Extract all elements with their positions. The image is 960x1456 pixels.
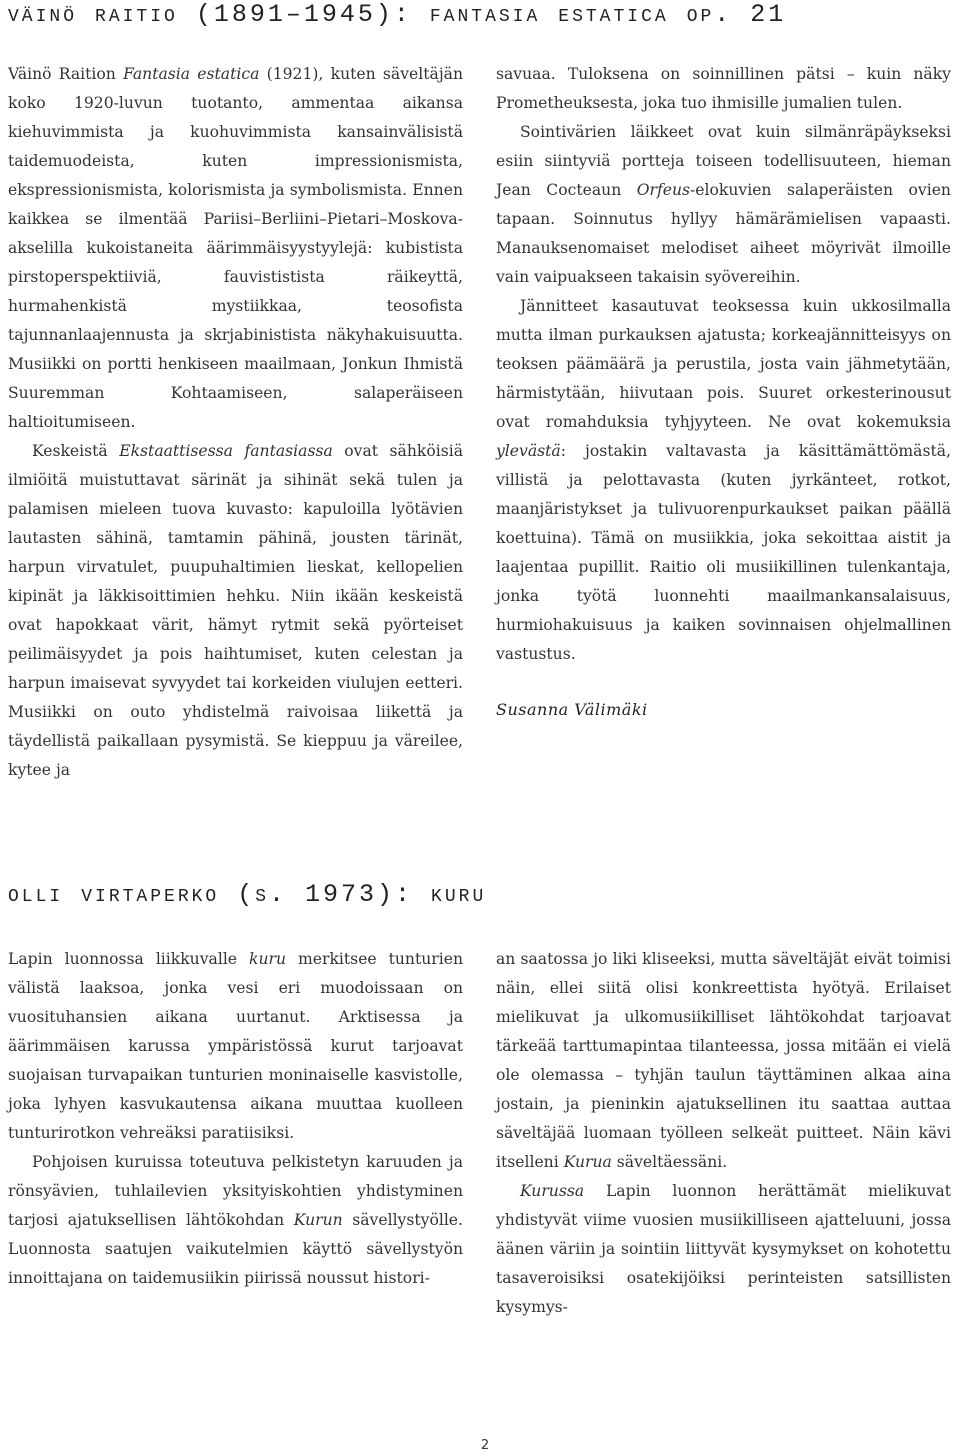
- body-paragraph: Keskeistä Ekstaattisessa fantasiassa ovat sähköisiä ilmiöitä muistuttavat särinät ja sihinät sekä tulen ja palamisen mieleen tuova kuvasto: kapuloilla lyötävien lautasten sähinä, tamtamin pähinä, jousten tärinät, harpun virvatulet, puupuhaltimien lieskat, kellopelien kipinät ja läkkisoittimien hehku. Niin ikään keskeistä ovat hapokkaat värit, hämyt rytmit sekä pyörteiset peilimäisyydet ja pois haihtumiset, kuten celestan ja harpun imaisevat syvyydet tai korkeiden viulujen eetteri. Musiikki on outo yhdistelmä raivoisaa liikettä ja täydellistä paikallaan pysymistä. Se kieppuu ja väreilee, kytee ja: [8, 442, 463, 779]
- section-heading-raitio: väinö raitio (1891–1945): fantasia estatica op. 21: [8, 0, 787, 29]
- body-paragraph: savuaa. Tuloksena on soinnillinen pätsi – kuin näky Prometheuksesta, joka tuo ihmisille jumalien tulen.: [496, 65, 951, 112]
- body-paragraph: Väinö Raition Fantasia estatica (1921), kuten säveltäjän koko 1920-luvun tuotanto, ammentaa aikansa kiehuvimmista ja kuohuvimmista kansainvälisistä taidemuodeista, kuten impressionismista, ekspressionismista, kolorismista ja symbolismista. Ennen kaikkea se ilmentää Pariisi–Berliini–Pietari–Moskova-akselilla kukoistaneita äärimmäisyystyylejä: kubistista pirstoperspektiiviä, fauvististista räikeyttä, hurmahenkistä mystiikkaa, teosofista tajunnanlaajennusta ja skrjabinistista näkyhakuisuutta. Musiikki on portti henkiseen maailmaan, Jonkun Ihmistä Suuremman Kohtaamiseen, salaperäiseen haltioitumiseen.: [8, 65, 463, 431]
- article-column-raitio-left: [8, 60, 463, 785]
- body-paragraph: Sointivärien läikkeet ovat kuin silmänräpäykseksi esiin siintyviä portteja toiseen todellisuuteen, hieman Jean Cocteaun Orfeus-elokuvien salaperäisten ovien tapaan. Soinnutus hyllyy hämärämielisen vapaasti. Manauksenomaiset melodiset aiheet möyrivät ilmoille vain vaipuakseen takaisin syövereihin.: [496, 123, 951, 286]
- page-number: 2: [480, 1438, 490, 1453]
- author-signature: Susanna Välimäki: [496, 700, 648, 719]
- italic-title: ylevästä: [496, 442, 561, 460]
- italic-title: Fantasia estatica: [123, 65, 260, 83]
- italic-title: Orfeus: [636, 181, 691, 199]
- article-column-virtaperko-right: [496, 945, 951, 1322]
- body-paragraph: Lapin luonnossa liikkuvalle kuru merkitsee tunturien välistä laaksoa, jonka vesi eri muodoissaan on vuosituhansien aikana uurtanut. Arktisessa ja äärimmäisen karussa ympäristössä kurut tarjoavat suojaisan turvapaikan tunturien moninaiselle kasvistolle, joka lyhyen kasvukautensa aikana muuttaa kuolleen tunturirotkon vehreäksi paratiisiksi.: [8, 950, 464, 1142]
- body-paragraph: an saatossa jo liki kliseeksi, mutta säveltäjät eivät toimisi näin, ellei siitä olisi konkreettista hyötyä. Erilaiset mielikuvat ja ulkomusiikilliset lähtökohdat tarjoavat tärkeää tarttumapintaa tilanteessa, jossa mitään ei vielä ole olemassa – tyhjän taulun täyttäminen alkaa aina jostain, ja pieninkin ajatuksellinen itu saattaa auttaa säveltäjää luomaan työlleen selkeät puitteet. Näin kävi itselleni Kurua säveltäessäni.: [496, 950, 951, 1171]
- article-column-virtaperko-left: [8, 945, 463, 1293]
- article-column-raitio-right: [496, 60, 951, 724]
- body-paragraph: Pohjoisen kuruissa toteutuva pelkistetyn karuuden ja rönsyävien, tuhlailevien yksityiskohtien yhdistyminen tarjosi ajatuksellisen lähtökohdan Kurun sävellystyölle. Luonnosta saatujen vaikutelmien käyttö sävellystyön innoittajana on taidemusiikin piirissä noussut histori-: [8, 1153, 463, 1287]
- italic-title: Kurussa: [520, 1182, 585, 1200]
- italic-title: Kurun: [293, 1211, 343, 1229]
- italic-title: kuru: [249, 950, 287, 968]
- italic-title: Ekstaattisessa fantasiassa: [119, 442, 333, 460]
- body-paragraph: Kurussa Lapin luonnon herättämät mielikuvat yhdistyvät viime vuosien musiikilliseen ajatteluuni, jossa äänen väriin ja sointiin liittyvät kysymykset on kohotettu tasaveroisiksi osatekijöiksi perinteisten satsillisten kysymys-: [496, 1182, 951, 1316]
- body-paragraph: Jännitteet kasautuvat teoksessa kuin ukkosilmalla mutta ilman purkauksen ajatusta; korkeajännitteisyys on teoksen päämäärä ja perustila, josta vain jähmetytään, härmistytään, hiivutaan pois. Suuret orkesterinousut ovat romahduksia tyhjyyteen. Ne ovat kokemuksia ylevästä: jostakin valtavasta ja käsittämättömästä, villistä ja pelottavasta (kuten jyrkänteet, rotkot, maanjäristykset ja tulivuorenpurkaukset paikan päällä koettuina). Tämä on musiikkia, joka sekoittaa aistit ja laajentaa pupillit. Raitio oli musiikillinen tulenkantaja, jonka työtä luonnehti maailmankansalaisuus, hurmiohakuisuus ja kaiken sovinnaisen ohjelmallinen vastustus.: [496, 297, 951, 663]
- italic-title: Kurua: [563, 1153, 612, 1171]
- section-heading-virtaperko: olli virtaperko (s. 1973): kuru: [8, 880, 487, 909]
